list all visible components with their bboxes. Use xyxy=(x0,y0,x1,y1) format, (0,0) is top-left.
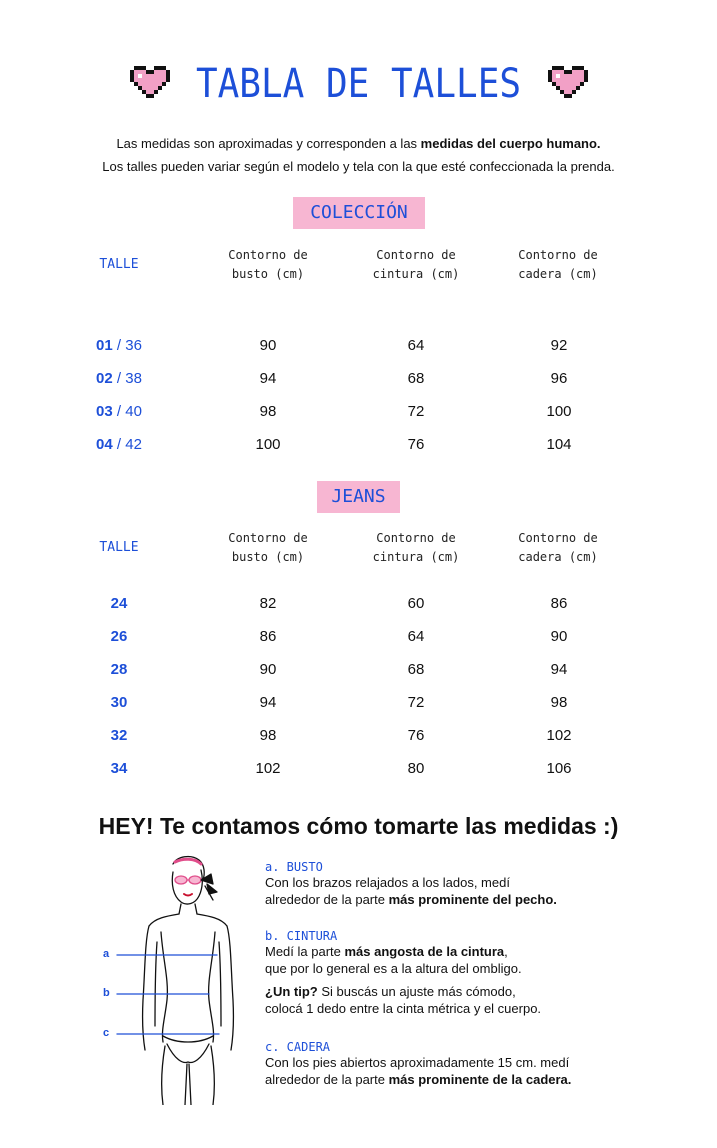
measure-label-c: c xyxy=(103,1027,110,1039)
cadera-cell: 90 xyxy=(550,628,568,645)
cadera-cell: 106 xyxy=(546,760,572,777)
cadera-cell: 92 xyxy=(550,337,568,354)
cintura-cell: 64 xyxy=(407,337,425,354)
busto-cell: 98 xyxy=(259,403,277,420)
col-busto-header: Contorno de busto (cm) xyxy=(228,531,308,564)
talle-cell: 30 xyxy=(110,694,128,711)
busto-cell: 90 xyxy=(259,337,277,354)
cintura-cell: 80 xyxy=(407,760,425,777)
cintura-title: b. CINTURA xyxy=(265,929,338,943)
intro-line2: Los talles pueden variar según el modelo y tela con la que esté confeccionada la prenda. xyxy=(102,159,615,174)
cadera-cell: 96 xyxy=(550,370,568,387)
intro-text xyxy=(0,132,717,178)
busto-cell: 94 xyxy=(259,370,277,387)
cintura-cell: 72 xyxy=(407,694,425,711)
cintura-cell: 76 xyxy=(407,727,425,744)
cadera-cell: 100 xyxy=(546,403,572,420)
talle-cell: 01 / 36 xyxy=(96,337,142,354)
measure-label-b: b xyxy=(103,987,110,999)
busto-cell: 98 xyxy=(259,727,277,744)
howto-heading: HEY! Te contamos cómo tomarte las medidas :) xyxy=(98,813,619,839)
tip-text: ¿Un tip? Si buscás un ajuste más cómodo, colocá 1 dedo entre la cinta métrica y el cuerpo. xyxy=(265,984,542,1016)
busto-cell: 82 xyxy=(259,595,277,612)
col-cintura-header: Contorno de cintura (cm) xyxy=(372,248,460,281)
busto-text: Con los brazos relajados a los lados, medí alrededor de la parte más prominente del pecho. xyxy=(265,875,557,907)
col-talle-header: TALLE xyxy=(99,257,139,272)
busto-title: a. BUSTO xyxy=(265,860,323,874)
cintura-cell: 68 xyxy=(407,370,425,387)
talle-cell: 32 xyxy=(110,727,128,744)
intro-line1-a: Las medidas son aproximadas y corresponden a las xyxy=(116,136,421,151)
talle-cell: 02 / 38 xyxy=(96,370,142,387)
col-cintura-header: Contorno de cintura (cm) xyxy=(372,531,460,564)
cintura-cell: 68 xyxy=(407,661,425,678)
busto-cell: 100 xyxy=(255,436,281,453)
cadera-cell: 86 xyxy=(550,595,568,612)
cintura-cell: 72 xyxy=(407,403,425,420)
col-talle-header: TALLE xyxy=(99,540,139,555)
col-busto-header: Contorno de busto (cm) xyxy=(228,248,308,281)
cintura-text: Medí la parte más angosta de la cintura, que por lo general es a la altura del ombligo. xyxy=(265,944,522,976)
cadera-cell: 104 xyxy=(546,436,572,453)
talle-cell: 28 xyxy=(110,661,128,678)
talle-cell: 34 xyxy=(110,760,128,777)
busto-cell: 102 xyxy=(255,760,281,777)
cadera-instructions xyxy=(265,1040,705,1088)
body-figure-illustration xyxy=(95,850,245,1105)
col-cadera-header: Contorno de cadera (cm) xyxy=(518,248,598,281)
talle-cell: 26 xyxy=(110,628,128,645)
busto-cell: 94 xyxy=(259,694,277,711)
talle-cell: 04 / 42 xyxy=(96,436,142,453)
cintura-cell: 64 xyxy=(407,628,425,645)
busto-cell: 90 xyxy=(259,661,277,678)
col-cadera-header: Contorno de cadera (cm) xyxy=(518,531,598,564)
cintura-instructions xyxy=(265,929,705,1017)
cadera-text: Con los pies abiertos aproximadamente 15 cm. medí alrededor de la parte más prominente de la cadera. xyxy=(265,1055,572,1087)
talle-cell: 24 xyxy=(110,595,128,612)
cadera-title: c. CADERA xyxy=(265,1040,331,1054)
cintura-cell: 60 xyxy=(407,595,425,612)
cadera-cell: 98 xyxy=(550,694,568,711)
busto-cell: 86 xyxy=(259,628,277,645)
busto-instructions xyxy=(265,860,705,908)
page-title: TABLA DE TALLES xyxy=(195,61,522,107)
talle-cell: 03 / 40 xyxy=(96,403,142,420)
coleccion-label: COLECCIÓN xyxy=(293,197,425,229)
measure-label-a: a xyxy=(103,948,110,960)
cadera-cell: 94 xyxy=(550,661,568,678)
cintura-cell: 76 xyxy=(407,436,425,453)
intro-line1-b: medidas del cuerpo humano. xyxy=(420,136,601,151)
cadera-cell: 102 xyxy=(546,727,572,744)
jeans-label: JEANS xyxy=(317,481,400,513)
